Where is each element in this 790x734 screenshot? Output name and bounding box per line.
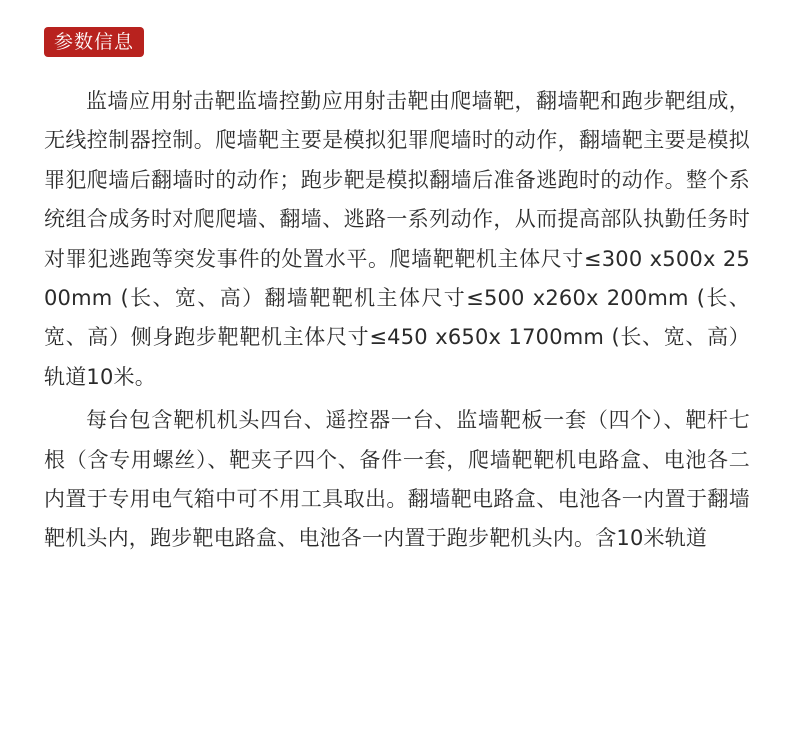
description-paragraph-2: 每台包含靶机机头四台、遥控器一台、监墙靶板一套（四个）、靶杆七根（含专用螺丝）、靶夹子四个、备件一套，爬墙靶靶机电路盒、电池各二内置于专用电气箱中可不用工具取出。翻墙靶电路盒、电池各一内置于翻墙靶机头内，跑步靶电路盒、电池各一内置于跑步靶机头内。含10米轨道: [44, 408, 750, 551]
description-paragraph-1: 监墙应用射击靶监墙控勤应用射击靶由爬墙靶，翻墙靶和跑步靶组成，无线控制器控制。爬墙靶主要是模拟犯罪爬墙时的动作，翻墙靶主要是模拟罪犯爬墙后翻墙时的动作；跑步靶是模拟翻墙后准备逃跑时的动作。整个系统组合成务时对爬爬墙、翻墙、逃路一系列动作，从而提高部队执勤任务时对罪犯逃跑等突发事件的处置水平。爬墙靶靶机主体尺寸≤300 x500x 2500mm (长、宽、高）翻墙靶靶机主体尺寸≤500 x260x 200mm (长、宽、高）侧身跑步靶靶机主体尺寸≤450 x650x 1700mm (长、宽、高）轨道10米。: [44, 89, 750, 389]
parameter-description: [44, 82, 750, 559]
section-title-badge: 参数信息: [44, 27, 144, 57]
